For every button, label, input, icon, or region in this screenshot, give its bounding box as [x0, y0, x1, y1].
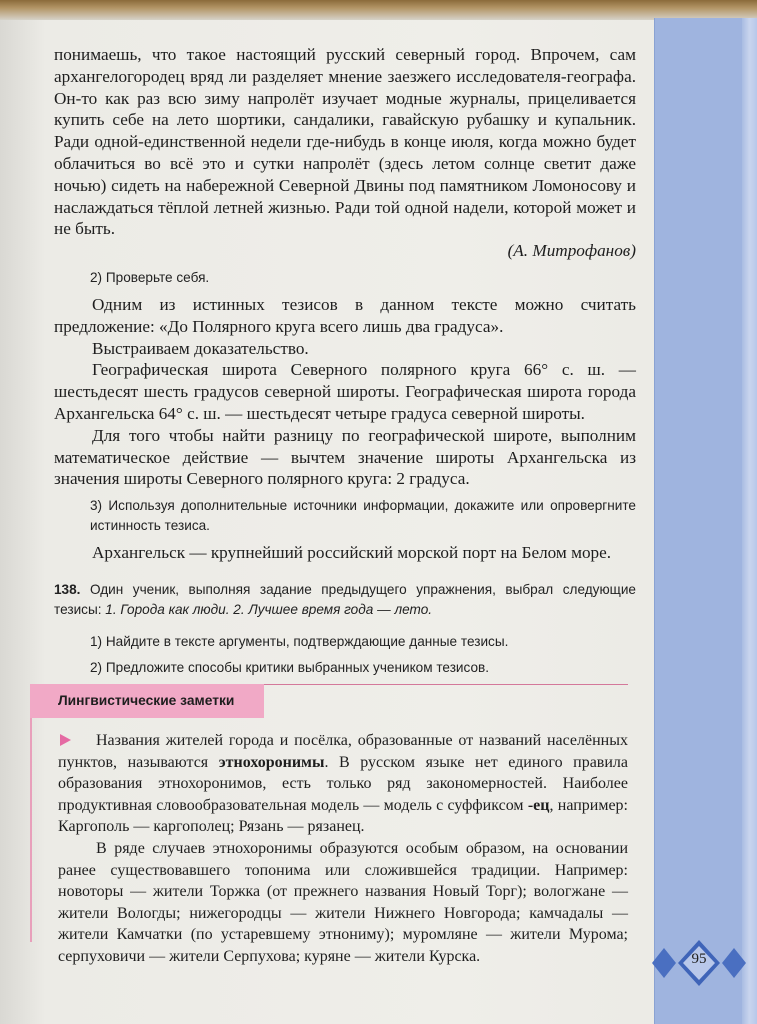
task-2-instruction: 2) Проверьте себя.: [90, 269, 210, 285]
page-number: 95: [691, 951, 707, 967]
exercise-138: [54, 580, 636, 620]
notes-paragraph-2: В ряде случаев этнохоронимы образуются особым образом, на основании ранее существовавшего топонима или сложившейся традиции. Например: новоторы — жители Торжка (от прежнего названия Новый Торг); вологжане — жители Вологды; нижегородцы — жители Нижнего Новгорода; камчадалы — жители Камчатки (по устаревшему этнониму); муромляне — жители Мурома; серпуховичи — жители Серпухова; куряне — жители Курска.: [58, 839, 628, 965]
notes-side-line: [30, 718, 32, 942]
notes-text: , например: Каргополь — каргополец; Рязань — рязанец.: [58, 796, 628, 836]
notes-suffix: -ец: [527, 796, 550, 814]
main-text: [54, 44, 636, 678]
latitude-paragraph: Географическая широта Северного полярного круга 66° с. ш. — шестьдесят шесть градусов северной широты. Географическая широта города Архангельска 64° с. ш. — шестьдесят четыре градуса северной широты.: [54, 360, 636, 423]
task-3-instruction: 3) Используя дополнительные источники информации, докажите или опровергните истинность тезиса.: [90, 498, 636, 534]
port-thesis: Архангельск — крупнейший российский морской порт на Белом море.: [92, 543, 612, 563]
proof-intro: Выстраиваем доказательство.: [92, 338, 309, 358]
notes-text: . В русском языке нет единого правила образования этнохоронимов, есть только ряд закономерностей. Наиболее продуктивная словообразовательная модель — модель с суффиксом: [58, 753, 628, 814]
exercise-138-sub1: 1) Найдите в тексте аргументы, подтверждающие данные тезисы.: [90, 633, 509, 649]
linguistic-notes: [58, 730, 628, 968]
exercise-text: Один ученик, выполняя задание предыдущего упражнения, выбрал следующие тезисы:: [54, 581, 636, 617]
badge-left-diamond: [652, 948, 676, 978]
notes-heading: Лингвистические заметки: [30, 684, 264, 718]
exercise-138-sub2: 2) Предложите способы критики выбранных учеником тезисов.: [90, 659, 490, 675]
excerpt-text: понимаешь, что такое настоящий русский северный город. Впрочем, сам архангелогородец вряд ли разделяет мнение заезжего исследователя-географа. Он-то как раз всю зиму напролёт изучает модные журналы, прицеливается купить себе на лето шортики, сандалики, гавайскую рубашку и купальник. Ради одной-единственной недели где-нибудь в конце июля, когда можно будет облачиться во всё это и сутки напролёт (здесь летом солнце светит даже ночью) сидеть на набережной Северной Двины под памятником Ломоносову и наслаждаться тёплой летней жизнью. Ради той одной надели, которой может и не быть.: [54, 45, 636, 239]
exercise-theses: 1. Города как люди. 2. Лучшее время года — лето.: [105, 601, 433, 617]
badge-right-diamond: [722, 948, 746, 978]
notes-term: этнохоронимы: [218, 753, 325, 771]
difference-paragraph: Для того чтобы найти разницу по географической широте, выполним математическое действие — вычтем значение широты Архангельска из значения широты Северного полярного круга: 2 градуса.: [54, 425, 636, 489]
exercise-number: 138.: [54, 581, 81, 597]
page-stack-edge: [742, 18, 757, 1024]
thesis-paragraph: Одним из истинных тезисов в данном тексте можно считать предложение: «До Полярного круга всего лишь два градуса».: [54, 294, 636, 336]
notes-text: Названия жителей города и посёлка, образованные от названий населённых пунктов, называются: [58, 732, 628, 771]
excerpt-author: (А. Митрофанов): [507, 241, 636, 261]
page-top-edge: [0, 0, 757, 20]
notes-paragraph-1: [58, 730, 628, 838]
